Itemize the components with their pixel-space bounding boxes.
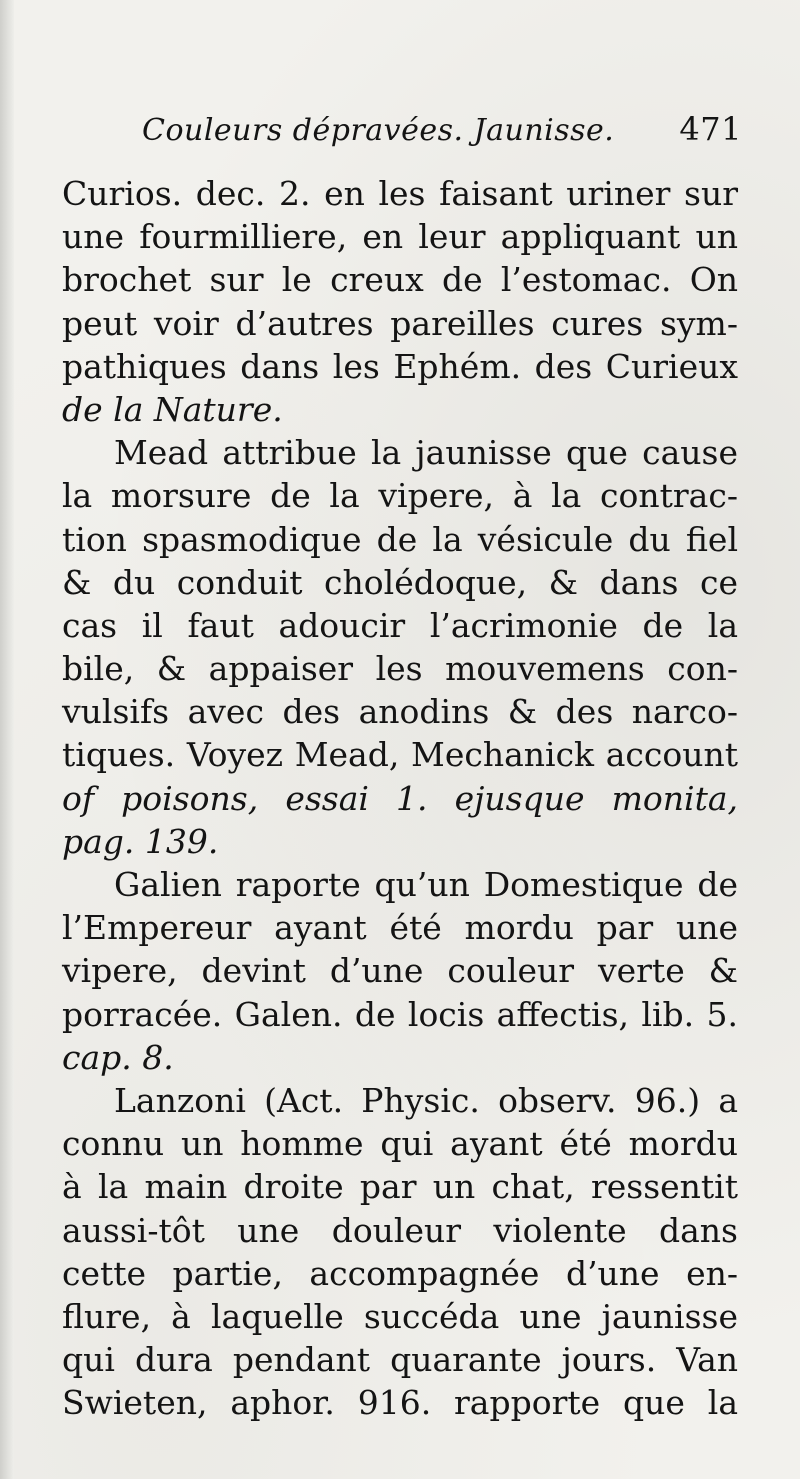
running-header	[142, 110, 742, 172]
text-line-10: & du conduit cholédoque, & dans ce	[62, 562, 738, 602]
page-number: 471	[679, 110, 742, 148]
text-line-8: la morsure de la vipere, à la contrac-	[62, 476, 738, 516]
text-line-1: Curios. dec. 2. en les faisant uriner sur	[62, 174, 738, 213]
text-line-28: qui dura pendant quarante jours. Van	[62, 1340, 738, 1380]
text-line-25: aussi-tôt une douleur violente dans	[62, 1210, 738, 1250]
text-line-5: pathiques dans les Ephém. des Curieux	[62, 346, 738, 386]
page-text-block	[62, 110, 742, 1424]
text-line-29: Swieten, aphor. 916. rapporte que la	[62, 1383, 738, 1423]
text-line-26: cette partie, accompagnée d’une en-	[62, 1253, 738, 1293]
text-line-14: tiques. Voyez Mead, Mechanick account	[62, 735, 738, 775]
text-line-19: vipere, devint d’une couleur verte &	[62, 951, 738, 991]
text-line-9: tion spasmodique de la vésicule du fiel	[62, 519, 738, 559]
text-line-27: flure, à laquelle succéda une jaunisse	[62, 1296, 738, 1336]
text-line-11: cas il faut adoucir l’acrimonie de la	[62, 605, 738, 645]
text-line-12: bile, & appaiser les mouvemens con-	[62, 649, 738, 689]
text-line-15: of poisons, essai 1. ejusque monita,	[62, 778, 738, 818]
text-line-20: porracée. Galen. de locis affectis, lib. 5.	[62, 994, 738, 1034]
text-line-22: Lanzoni (Act. Physic. observ. 96.) a	[114, 1080, 738, 1120]
text-line-7: Mead attribue la jaunisse que cause	[114, 433, 738, 473]
running-title: Couleurs dépravées. Jaunisse.	[142, 113, 615, 148]
text-line-18: l’Empereur ayant été mordu par une	[62, 908, 738, 948]
text-line-21: cap. 8.	[62, 1037, 174, 1077]
text-line-16: pag. 139.	[62, 821, 219, 861]
text-line-24: à la main droite par un chat, ressentit	[62, 1167, 738, 1207]
text-line-2: une fourmilliere, en leur appliquant un	[62, 217, 738, 257]
text-line-17: Galien raporte qu’un Domestique de	[114, 865, 738, 904]
text-line-4: peut voir d’autres pareilles cures sym-	[62, 303, 738, 343]
page-edge-shadow	[0, 0, 14, 1479]
text-line-6: de la Nature.	[62, 389, 283, 429]
text-line-13: vulsifs avec des anodins & des narco-	[62, 692, 738, 732]
text-line-23: connu un homme qui ayant été mordu	[62, 1124, 738, 1164]
text-line-3: brochet sur le creux de l’estomac. On	[62, 260, 738, 300]
